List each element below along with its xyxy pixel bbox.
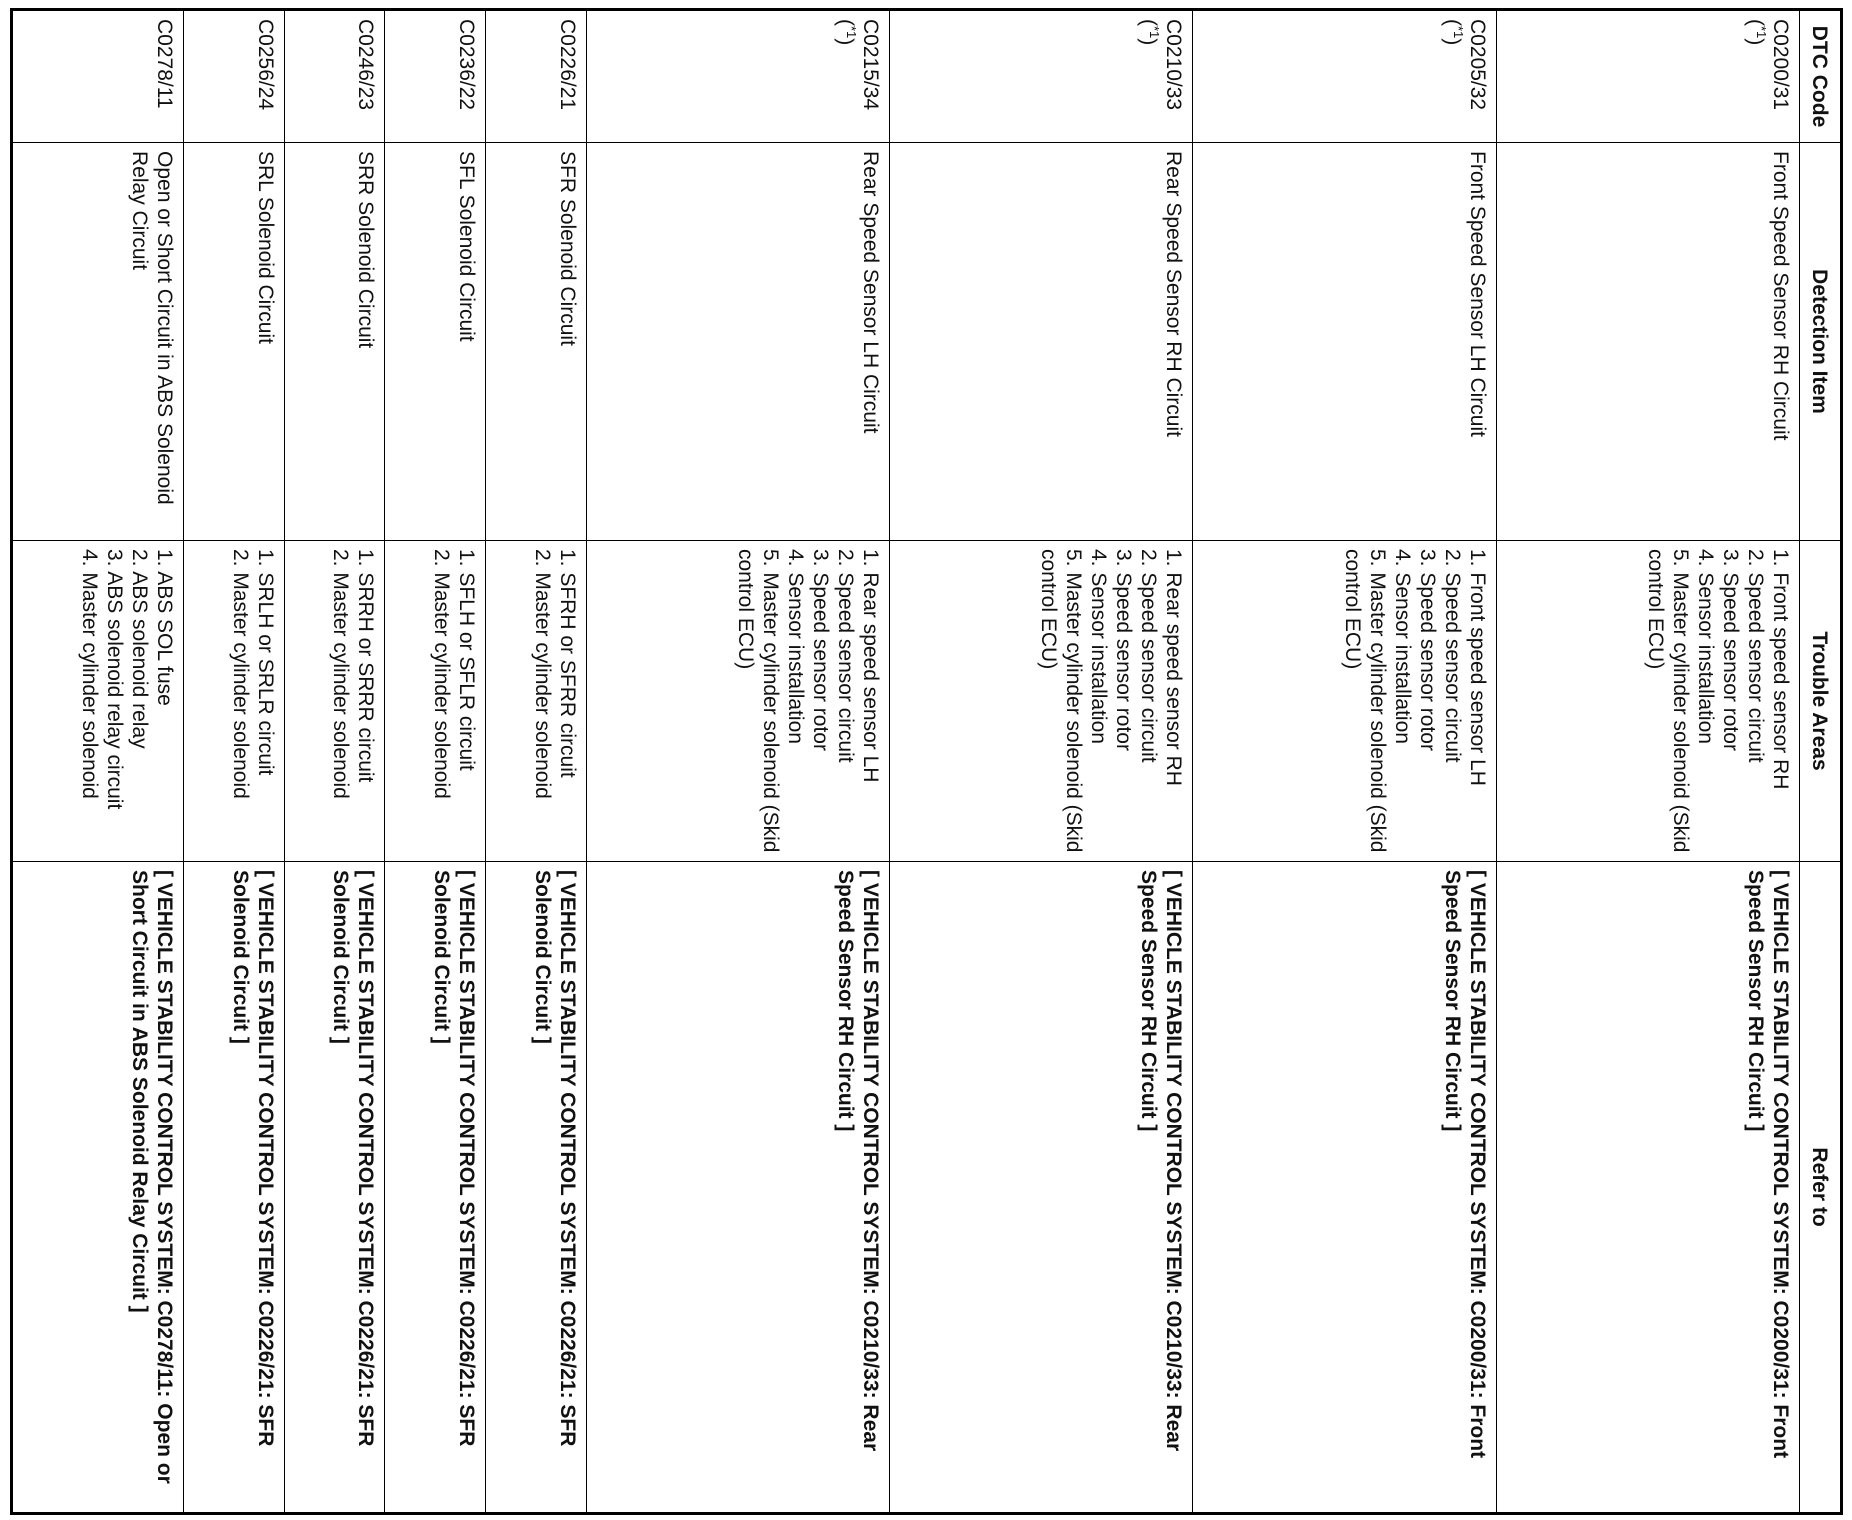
dtc-code-cell xyxy=(385,10,486,143)
trouble-areas-cell xyxy=(486,541,587,862)
trouble-area-item: 2. Master cylinder solenoid xyxy=(329,549,353,799)
page xyxy=(10,8,1843,1512)
dtc-code-cell xyxy=(184,10,285,143)
note-paren-open: ( xyxy=(1440,19,1464,26)
trouble-area-item: 2. Master cylinder solenoid xyxy=(430,549,454,799)
refer-to-link[interactable]: [ VEHICLE STABILITY CONTROL SYSTEM: C0210/33: Rear Speed Sensor RH Circuit ] xyxy=(890,862,1193,1514)
dtc-code: C0256/24 xyxy=(253,19,277,111)
dtc-code-cell xyxy=(1496,10,1799,143)
dtc-table xyxy=(10,8,1843,1515)
table-body xyxy=(12,10,1800,1514)
trouble-area-item: 3. Speed sensor rotor xyxy=(1112,549,1136,751)
table-row xyxy=(12,10,184,1514)
trouble-area-item: 3. Speed sensor rotor xyxy=(1415,549,1439,751)
trouble-area-item: 5. Master cylinder solenoid (Skid control ECU) xyxy=(1037,549,1086,853)
trouble-area-item: 1. Rear speed sensor RH xyxy=(1162,549,1186,786)
dtc-code: C0205/32 xyxy=(1465,19,1489,111)
refer-to-link[interactable]: [ VEHICLE STABILITY CONTROL SYSTEM: C0226/21: SFR Solenoid Circuit ] xyxy=(486,862,587,1514)
trouble-areas-cell xyxy=(1193,541,1496,862)
trouble-areas-cell xyxy=(12,541,184,862)
trouble-area-item: 3. ABS solenoid relay circuit xyxy=(103,549,126,810)
trouble-areas-cell xyxy=(586,541,889,862)
dtc-note: *1 xyxy=(1450,26,1466,39)
dtc-code-cell xyxy=(12,10,184,143)
dtc-code-cell xyxy=(890,10,1193,143)
trouble-area-item: 4. Sensor installation xyxy=(1390,549,1414,744)
dtc-code: C0278/11 xyxy=(153,19,176,109)
refer-to-link[interactable]: [ VEHICLE STABILITY CONTROL SYSTEM: C0226/21: SFR Solenoid Circuit ] xyxy=(184,862,285,1514)
detection-item-cell: Front Speed Sensor RH Circuit xyxy=(1496,143,1799,541)
refer-to-link[interactable]: [ VEHICLE STABILITY CONTROL SYSTEM: C0226/21: SFR Solenoid Circuit ] xyxy=(284,862,385,1514)
table-row xyxy=(890,10,1193,1514)
dtc-code-cell xyxy=(1193,10,1496,143)
detection-item-cell: Open or Short Circuit in ABS Solenoid Relay Circuit xyxy=(12,143,184,541)
dtc-code: C0215/34 xyxy=(859,19,883,111)
trouble-area-item: 3. Speed sensor rotor xyxy=(1719,549,1742,751)
refer-to-link[interactable]: [ VEHICLE STABILITY CONTROL SYSTEM: C0200/31: Front Speed Sensor RH Circuit ] xyxy=(1193,862,1496,1514)
table-row xyxy=(284,10,385,1514)
trouble-area-item: 4. Sensor installation xyxy=(1694,549,1717,744)
note-paren-close: ) xyxy=(1440,38,1464,46)
table-row xyxy=(385,10,486,1514)
dtc-code: C0200/31 xyxy=(1769,19,1792,111)
trouble-area-item: 1. SFRH or SFRR circuit xyxy=(555,549,579,778)
refer-to-link[interactable]: [ VEHICLE STABILITY CONTROL SYSTEM: C0210/33: Rear Speed Sensor RH Circuit ] xyxy=(586,862,889,1514)
header-trouble-areas: Trouble Areas xyxy=(1800,541,1842,862)
trouble-area-item: 2. Speed sensor circuit xyxy=(834,549,858,763)
dtc-code: C0226/21 xyxy=(555,19,579,111)
trouble-area-item: 1. Front speed sensor RH xyxy=(1769,549,1792,790)
dtc-note: *1 xyxy=(1754,26,1769,39)
trouble-area-item: 2. Speed sensor circuit xyxy=(1440,549,1464,763)
detection-item-cell: SRL Solenoid Circuit xyxy=(184,143,285,541)
note-paren-close: ) xyxy=(1744,38,1767,46)
table-header-row xyxy=(1800,10,1842,1514)
trouble-area-item: 3. Speed sensor rotor xyxy=(809,549,833,751)
dtc-note: *1 xyxy=(1147,26,1163,39)
dtc-code-cell xyxy=(486,10,587,143)
trouble-area-item: 1. SFLH or SFLR circuit xyxy=(455,549,479,771)
trouble-area-item: 2. Master cylinder solenoid xyxy=(228,549,252,799)
trouble-area-item: 5. Master cylinder solenoid (Skid control ECU) xyxy=(734,549,783,853)
table-row xyxy=(586,10,889,1514)
dtc-note: *1 xyxy=(844,26,860,39)
trouble-area-item: 2. Speed sensor circuit xyxy=(1137,549,1161,763)
detection-item-cell: SFR Solenoid Circuit xyxy=(486,143,587,541)
trouble-area-item: 1. ABS SOL fuse xyxy=(153,549,176,706)
trouble-area-item: 2. Master cylinder solenoid xyxy=(530,549,554,799)
trouble-area-item: 5. Master cylinder solenoid (Skid control ECU) xyxy=(1644,549,1692,853)
detection-item-cell: Front Speed Sensor LH Circuit xyxy=(1193,143,1496,541)
trouble-areas-cell xyxy=(890,541,1193,862)
header-refer-to: Refer to xyxy=(1800,862,1842,1514)
trouble-area-item: 4. Master cylinder solenoid xyxy=(78,549,101,799)
note-paren-open: ( xyxy=(834,19,858,26)
trouble-area-item: 1. SRLH or SRLR circuit xyxy=(253,549,277,776)
dtc-code-cell xyxy=(586,10,889,143)
dtc-code: C0236/22 xyxy=(455,19,479,111)
trouble-area-item: 4. Sensor installation xyxy=(784,549,808,744)
trouble-areas-cell xyxy=(1496,541,1799,862)
dtc-code-cell xyxy=(284,10,385,143)
refer-to-link[interactable]: [ VEHICLE STABILITY CONTROL SYSTEM: C0200/31: Front Speed Sensor RH Circuit ] xyxy=(1496,862,1799,1514)
dtc-code: C0246/23 xyxy=(354,19,378,111)
detection-item-cell: SRR Solenoid Circuit xyxy=(284,143,385,541)
trouble-area-item: 1. Front speed sensor LH xyxy=(1465,549,1489,786)
note-paren-open: ( xyxy=(1137,19,1161,26)
table-row xyxy=(184,10,285,1514)
detection-item-cell: Rear Speed Sensor LH Circuit xyxy=(586,143,889,541)
trouble-areas-cell xyxy=(385,541,486,862)
trouble-area-item: 2. ABS solenoid relay xyxy=(128,549,151,749)
detection-item-cell: Rear Speed Sensor RH Circuit xyxy=(890,143,1193,541)
table-row xyxy=(486,10,587,1514)
note-paren-open: ( xyxy=(1744,19,1767,26)
trouble-area-item: 1. Rear speed sensor LH xyxy=(859,549,883,783)
note-paren-close: ) xyxy=(1137,38,1161,46)
header-detection-item: Detection Item xyxy=(1800,143,1842,541)
dtc-code: C0210/33 xyxy=(1162,19,1186,111)
trouble-area-item: 2. Speed sensor circuit xyxy=(1744,549,1767,763)
trouble-area-item: 1. SRRH or SRRR circuit xyxy=(354,549,378,783)
refer-to-link[interactable]: [ VEHICLE STABILITY CONTROL SYSTEM: C0278/11: Open or Short Circuit in ABS Solenoid Relay Circuit ] xyxy=(12,862,184,1514)
trouble-area-item: 4. Sensor installation xyxy=(1087,549,1111,744)
note-paren-close: ) xyxy=(834,38,858,46)
refer-to-link[interactable]: [ VEHICLE STABILITY CONTROL SYSTEM: C0226/21: SFR Solenoid Circuit ] xyxy=(385,862,486,1514)
rotated-table-wrapper xyxy=(10,8,1843,1512)
table-row xyxy=(1496,10,1799,1514)
header-dtc-code: DTC Code xyxy=(1800,10,1842,143)
trouble-areas-cell xyxy=(184,541,285,862)
detection-item-cell: SFL Solenoid Circuit xyxy=(385,143,486,541)
table-row xyxy=(1193,10,1496,1514)
trouble-area-item: 5. Master cylinder solenoid (Skid control ECU) xyxy=(1340,549,1389,853)
trouble-areas-cell xyxy=(284,541,385,862)
